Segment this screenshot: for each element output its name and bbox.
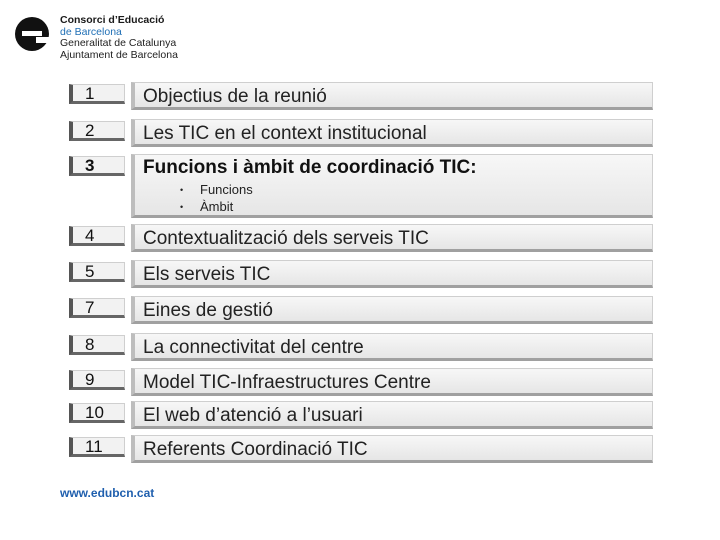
agenda-title: Les TIC en el context institucional xyxy=(143,123,427,144)
agenda-number: 7 xyxy=(69,298,125,318)
agenda-number: 2 xyxy=(69,121,125,141)
agenda-subitem xyxy=(180,198,233,216)
agenda-number: 9 xyxy=(69,370,125,390)
agenda-title: Objectius de la reunió xyxy=(143,86,327,107)
agenda-number: 3 xyxy=(69,156,125,176)
logo-text xyxy=(60,15,178,61)
agenda-number: 11 xyxy=(69,437,125,457)
agenda-title: Model TIC-Infraestructures Centre xyxy=(143,372,431,393)
agenda-number: 5 xyxy=(69,262,125,282)
logo-line-1: Consorci d’Educació xyxy=(60,14,165,26)
agenda-subitem-label: Funcions xyxy=(200,182,253,197)
agenda-title: Contextualització dels serveis TIC xyxy=(143,228,429,249)
agenda-title: Funcions i àmbit de coordinació TIC: xyxy=(143,157,477,178)
agenda-number: 8 xyxy=(69,335,125,355)
agenda-number: 4 xyxy=(69,226,125,246)
logo-line-4: Ajuntament de Barcelona xyxy=(60,48,178,61)
agenda-title: Referents Coordinació TIC xyxy=(143,439,368,460)
agenda-title: Els serveis TIC xyxy=(143,264,271,285)
agenda-number: 10 xyxy=(69,403,125,423)
consorci-logo xyxy=(14,12,214,64)
consorci-e-logo-icon xyxy=(14,14,50,54)
footer-url[interactable]: www.edubcn.cat xyxy=(60,486,155,500)
bullet-icon: • xyxy=(180,202,184,212)
logo-line-2: de Barcelona xyxy=(60,25,122,38)
agenda-title: La connectivitat del centre xyxy=(143,337,364,358)
agenda-title: El web d’atenció a l’usuari xyxy=(143,405,363,426)
bullet-icon: • xyxy=(180,185,184,195)
agenda-subitem xyxy=(180,181,253,199)
logo-line-3: Generalitat de Catalunya xyxy=(60,37,177,49)
agenda-number: 1 xyxy=(69,84,125,104)
agenda-title: Eines de gestió xyxy=(143,300,273,321)
agenda-subitem-label: Àmbit xyxy=(200,199,234,214)
